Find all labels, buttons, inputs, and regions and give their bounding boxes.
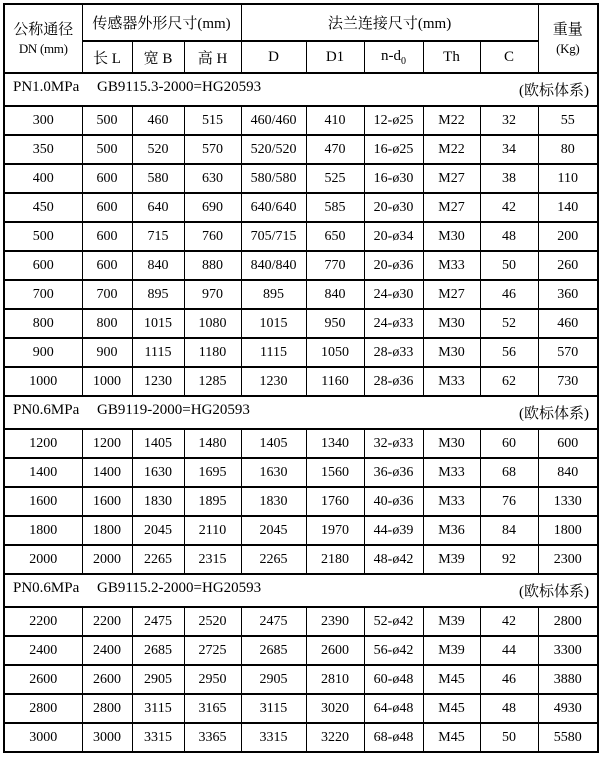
col-header-width-b: 宽 B	[132, 41, 184, 73]
cell: 460	[132, 106, 184, 135]
cell: 840/840	[241, 251, 306, 280]
cell: 1830	[241, 487, 306, 516]
weight-subtitle: (Kg)	[556, 40, 580, 56]
cell: 1400	[4, 458, 82, 487]
cell: 52-ø42	[364, 607, 423, 636]
cell: 770	[306, 251, 364, 280]
cell: 900	[4, 338, 82, 367]
cell: 950	[306, 309, 364, 338]
cell: 460	[538, 309, 598, 338]
cell: 2600	[4, 665, 82, 694]
cell: 640/640	[241, 193, 306, 222]
section-note-label: (欧标体系)	[519, 83, 590, 99]
cell: 700	[82, 280, 132, 309]
table-row	[4, 135, 598, 164]
header-row-groups	[4, 4, 598, 41]
cell: 56	[480, 338, 538, 367]
cell: 1230	[132, 367, 184, 396]
cell: 20-ø34	[364, 222, 423, 251]
table-row	[4, 636, 598, 665]
cell: 2200	[82, 607, 132, 636]
nd-subscript: 0	[401, 55, 407, 67]
cell: 1800	[82, 516, 132, 545]
cell: 1050	[306, 338, 364, 367]
cell: 800	[82, 309, 132, 338]
cell: 20-ø30	[364, 193, 423, 222]
cell: 55	[538, 106, 598, 135]
cell: 38	[480, 164, 538, 193]
table-row	[4, 164, 598, 193]
cell: M39	[423, 607, 480, 636]
cell: 50	[480, 723, 538, 752]
cell: 1285	[184, 367, 241, 396]
section-pressure-label: PN0.6MPa	[13, 402, 80, 418]
section-standard-label: GB9115.2-2000=HG20593	[97, 580, 262, 596]
cell: 1600	[82, 487, 132, 516]
cell: 260	[538, 251, 598, 280]
cell: M22	[423, 135, 480, 164]
cell: M39	[423, 636, 480, 665]
cell: 2800	[82, 694, 132, 723]
cell: 1405	[241, 429, 306, 458]
cell: M45	[423, 665, 480, 694]
cell: 900	[82, 338, 132, 367]
cell: M33	[423, 251, 480, 280]
section-row	[4, 396, 598, 429]
header-row-subcolumns	[4, 41, 598, 73]
nd-label: n-d	[381, 47, 402, 64]
cell: 3880	[538, 665, 598, 694]
cell: 500	[82, 106, 132, 135]
cell: 460/460	[241, 106, 306, 135]
cell: 500	[82, 135, 132, 164]
cell: 2315	[184, 545, 241, 574]
table-row	[4, 723, 598, 752]
cell: 46	[480, 280, 538, 309]
cell: 840	[132, 251, 184, 280]
cell: M36	[423, 516, 480, 545]
cell: 2390	[306, 607, 364, 636]
cell: 640	[132, 193, 184, 222]
col-header-length-l: 长 L	[82, 41, 132, 73]
cell: 600	[538, 429, 598, 458]
cell: 60-ø48	[364, 665, 423, 694]
cell: 2905	[241, 665, 306, 694]
col-header-weight	[538, 4, 598, 73]
weight-title: 重量	[552, 21, 583, 38]
cell: 200	[538, 222, 598, 251]
cell: 40-ø36	[364, 487, 423, 516]
cell: 2475	[241, 607, 306, 636]
cell: 570	[184, 135, 241, 164]
cell: 3000	[82, 723, 132, 752]
table-row	[4, 222, 598, 251]
cell: 300	[4, 106, 82, 135]
cell: 1230	[241, 367, 306, 396]
cell: 2475	[132, 607, 184, 636]
cell: 4930	[538, 694, 598, 723]
cell: 730	[538, 367, 598, 396]
cell: 600	[82, 222, 132, 251]
col-header-height-h: 高 H	[184, 41, 241, 73]
cell: 76	[480, 487, 538, 516]
cell: 34	[480, 135, 538, 164]
cell: M33	[423, 458, 480, 487]
table-body	[4, 73, 598, 752]
section-header-cell	[4, 73, 598, 106]
section-pressure-label: PN0.6MPa	[13, 580, 80, 596]
section-pressure-label: PN1.0MPa	[13, 79, 80, 95]
cell: 2800	[4, 694, 82, 723]
cell: 1115	[132, 338, 184, 367]
cell: 12-ø25	[364, 106, 423, 135]
cell: 840	[306, 280, 364, 309]
cell: 2110	[184, 516, 241, 545]
cell: M30	[423, 309, 480, 338]
table-row	[4, 251, 598, 280]
cell: 1895	[184, 487, 241, 516]
cell: 1080	[184, 309, 241, 338]
cell: 600	[82, 193, 132, 222]
cell: 3300	[538, 636, 598, 665]
cell: 520	[132, 135, 184, 164]
cell: 140	[538, 193, 598, 222]
cell: 1400	[82, 458, 132, 487]
cell: 1630	[241, 458, 306, 487]
cell: M33	[423, 487, 480, 516]
cell: M30	[423, 338, 480, 367]
cell: M39	[423, 545, 480, 574]
cell: 44-ø39	[364, 516, 423, 545]
cell: 630	[184, 164, 241, 193]
col-header-c: C	[480, 41, 538, 73]
cell: 410	[306, 106, 364, 135]
cell: 360	[538, 280, 598, 309]
cell: 1630	[132, 458, 184, 487]
cell: 500	[4, 222, 82, 251]
section-standard-label: GB9115.3-2000=HG20593	[97, 79, 262, 95]
cell: 1830	[132, 487, 184, 516]
col-header-d: D	[241, 41, 306, 73]
cell: 2800	[538, 607, 598, 636]
cell: 1200	[82, 429, 132, 458]
cell: 32-ø33	[364, 429, 423, 458]
cell: 60	[480, 429, 538, 458]
cell: 520/520	[241, 135, 306, 164]
cell: 1330	[538, 487, 598, 516]
cell: 42	[480, 607, 538, 636]
table-row	[4, 280, 598, 309]
dn-subtitle: DN (mm)	[18, 40, 68, 56]
table-row	[4, 665, 598, 694]
cell: 48	[480, 222, 538, 251]
cell: 48-ø42	[364, 545, 423, 574]
cell: 28-ø33	[364, 338, 423, 367]
cell: 1115	[241, 338, 306, 367]
cell: 1000	[82, 367, 132, 396]
cell: 68	[480, 458, 538, 487]
col-header-th: Th	[423, 41, 480, 73]
cell: 84	[480, 516, 538, 545]
cell: 2685	[132, 636, 184, 665]
cell: 48	[480, 694, 538, 723]
cell: M27	[423, 164, 480, 193]
cell: 3365	[184, 723, 241, 752]
col-header-nd0	[364, 41, 423, 73]
cell: 46	[480, 665, 538, 694]
cell: 68-ø48	[364, 723, 423, 752]
cell: 585	[306, 193, 364, 222]
cell: 600	[4, 251, 82, 280]
section-row	[4, 574, 598, 607]
cell: 2300	[538, 545, 598, 574]
cell: 715	[132, 222, 184, 251]
cell: 1970	[306, 516, 364, 545]
cell: M27	[423, 193, 480, 222]
section-header-cell	[4, 574, 598, 607]
section-header-cell	[4, 396, 598, 429]
section-row	[4, 73, 598, 106]
cell: 690	[184, 193, 241, 222]
cell: 1695	[184, 458, 241, 487]
table-row	[4, 694, 598, 723]
cell: 3315	[241, 723, 306, 752]
cell: 16-ø30	[364, 164, 423, 193]
cell: 2180	[306, 545, 364, 574]
cell: 2725	[184, 636, 241, 665]
cell: 3115	[132, 694, 184, 723]
cell: 700	[4, 280, 82, 309]
cell: 1405	[132, 429, 184, 458]
cell: 450	[4, 193, 82, 222]
cell: 580	[132, 164, 184, 193]
cell: 760	[184, 222, 241, 251]
cell: 28-ø36	[364, 367, 423, 396]
cell: 840	[538, 458, 598, 487]
col-header-dn	[4, 4, 82, 73]
cell: 580/580	[241, 164, 306, 193]
cell: 2600	[82, 665, 132, 694]
cell: 515	[184, 106, 241, 135]
cell: 2810	[306, 665, 364, 694]
section-standard-label: GB9119-2000=HG20593	[97, 402, 250, 418]
dimension-table	[3, 3, 599, 753]
cell: 52	[480, 309, 538, 338]
cell: 36-ø36	[364, 458, 423, 487]
cell: 2950	[184, 665, 241, 694]
cell: 24-ø33	[364, 309, 423, 338]
cell: 80	[538, 135, 598, 164]
cell: 895	[132, 280, 184, 309]
table-header	[4, 4, 598, 73]
dn-title: 公称通径	[13, 21, 74, 38]
col-header-d1: D1	[306, 41, 364, 73]
cell: 2685	[241, 636, 306, 665]
cell: 2905	[132, 665, 184, 694]
cell: 1560	[306, 458, 364, 487]
cell: 1600	[4, 487, 82, 516]
cell: 895	[241, 280, 306, 309]
cell: 800	[4, 309, 82, 338]
cell: 3315	[132, 723, 184, 752]
cell: 56-ø42	[364, 636, 423, 665]
col-group-sensor-dimensions: 传感器外形尺寸(mm)	[82, 4, 241, 41]
cell: 1180	[184, 338, 241, 367]
table-row	[4, 309, 598, 338]
cell: M30	[423, 429, 480, 458]
section-note-label: (欧标体系)	[519, 584, 590, 600]
cell: M33	[423, 367, 480, 396]
cell: 1000	[4, 367, 82, 396]
table-row	[4, 607, 598, 636]
cell: 2045	[132, 516, 184, 545]
cell: 1015	[132, 309, 184, 338]
cell: 5580	[538, 723, 598, 752]
section-note-label: (欧标体系)	[519, 406, 590, 422]
cell: 2000	[82, 545, 132, 574]
table-row	[4, 429, 598, 458]
table-row	[4, 106, 598, 135]
cell: 2520	[184, 607, 241, 636]
cell: 600	[82, 164, 132, 193]
cell: 20-ø36	[364, 251, 423, 280]
cell: 2045	[241, 516, 306, 545]
cell: 1800	[4, 516, 82, 545]
cell: 32	[480, 106, 538, 135]
cell: 525	[306, 164, 364, 193]
cell: M30	[423, 222, 480, 251]
cell: 2265	[241, 545, 306, 574]
cell: 2400	[4, 636, 82, 665]
cell: 600	[82, 251, 132, 280]
cell: 110	[538, 164, 598, 193]
cell: 350	[4, 135, 82, 164]
cell: 705/715	[241, 222, 306, 251]
cell: 44	[480, 636, 538, 665]
cell: 1480	[184, 429, 241, 458]
cell: 650	[306, 222, 364, 251]
cell: 2600	[306, 636, 364, 665]
table-row	[4, 545, 598, 574]
cell: 1340	[306, 429, 364, 458]
cell: 1200	[4, 429, 82, 458]
cell: M22	[423, 106, 480, 135]
cell: M45	[423, 723, 480, 752]
cell: 2200	[4, 607, 82, 636]
cell: 42	[480, 193, 538, 222]
cell: 24-ø30	[364, 280, 423, 309]
cell: 880	[184, 251, 241, 280]
cell: 1160	[306, 367, 364, 396]
cell: 3020	[306, 694, 364, 723]
cell: 16-ø25	[364, 135, 423, 164]
cell: 1760	[306, 487, 364, 516]
table-row	[4, 367, 598, 396]
cell: 2400	[82, 636, 132, 665]
table-row	[4, 193, 598, 222]
cell: 3115	[241, 694, 306, 723]
cell: M45	[423, 694, 480, 723]
col-group-flange-dimensions: 法兰连接尺寸(mm)	[241, 4, 538, 41]
cell: 3220	[306, 723, 364, 752]
cell: 3000	[4, 723, 82, 752]
cell: 64-ø48	[364, 694, 423, 723]
cell: 92	[480, 545, 538, 574]
table-row	[4, 458, 598, 487]
cell: 1015	[241, 309, 306, 338]
table-row	[4, 487, 598, 516]
table-row	[4, 338, 598, 367]
cell: 2000	[4, 545, 82, 574]
cell: 62	[480, 367, 538, 396]
cell: 970	[184, 280, 241, 309]
cell: 400	[4, 164, 82, 193]
cell: 1800	[538, 516, 598, 545]
cell: 570	[538, 338, 598, 367]
table-row	[4, 516, 598, 545]
cell: 50	[480, 251, 538, 280]
cell: 470	[306, 135, 364, 164]
cell: 3165	[184, 694, 241, 723]
cell: 2265	[132, 545, 184, 574]
cell: M27	[423, 280, 480, 309]
